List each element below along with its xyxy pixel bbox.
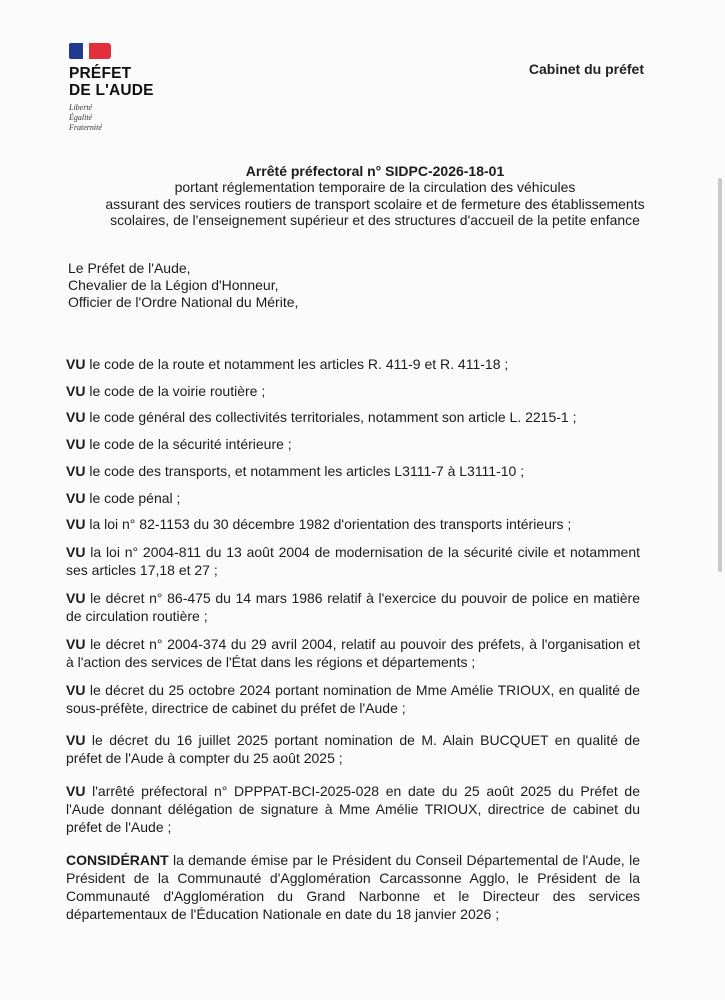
visa-paragraph: VU le décret du 16 juillet 2025 portant nomination de M. Alain BUCQUET en qualité de préfet de l'Aude à compter du 25 août 2025 ; [66, 732, 640, 766]
decree-title [60, 163, 690, 228]
visa-paragraph: VU le code des transports, et notamment les articles L3111-7 à L3111-10 ; [66, 463, 525, 479]
visa-paragraph: VU le décret du 25 octobre 2024 portant nomination de Mme Amélie TRIOUX, en qualité de sous-préfète, directrice de cabinet du préfet de l'Aude ; [66, 682, 640, 716]
decree-subject-line: scolaires, de l'enseignement supérieur et des structures d'accueil de la petite enfance [110, 211, 640, 228]
visa-paragraph: VU le code de la voirie routière ; [66, 383, 266, 399]
visa-paragraph: VU le code de la sécurité intérieure ; [66, 436, 292, 452]
visa-paragraph: VU le décret n° 2004-374 du 29 avril 2004, relatif au pouvoir des préfets, à l'organisation et à l'action des services de l'État dans les régions et départements ; [66, 636, 640, 670]
republic-motto: Liberté Égalité Fraternité [69, 103, 102, 132]
considerant-paragraph: CONSIDÉRANT la demande émise par le Président du Conseil Départemental de l'Aude, le Président de la Communauté d'Agglomération Carcassonne Agglo, le Président de la Communauté d'Agglomération du Grand Narbonne et le Directeur des services départementaux de l'Éducation Nationale en date du 18 janvier 2026 ; [66, 852, 640, 922]
prefet-titles: Le Préfet de l'Aude, Chevalier de la Légion d'Honneur, Officier de l'Ordre National du Mérite, [68, 260, 299, 310]
logo-title: PRÉFET DE L'AUDE [69, 65, 154, 99]
visa-paragraph: VU le code pénal ; [66, 490, 181, 506]
visa-paragraph: VU le décret n° 86-475 du 14 mars 1986 relatif à l'exercice du pouvoir de police en matière de circulation routière ; [66, 590, 640, 624]
decree-subject-line: portant réglementation temporaire de la circulation des véhicules [174, 179, 576, 196]
cabinet-label: Cabinet du préfet [528, 61, 644, 77]
visa-paragraph: VU la loi n° 2004-811 du 13 août 2004 de modernisation de la sécurité civile et notamment ses articles 17,18 et 27 ; [66, 544, 640, 578]
visa-paragraph: VU l'arrêté préfectoral n° DPPPAT-BCI-2025-028 en date du 25 août 2025 du Préfet de l'Aude donnant délégation de signature à Mme Amélie TRIOUX, directrice de cabinet du préfet de l'Aude ; [66, 783, 640, 835]
prefecture-logo [69, 42, 154, 133]
visa-paragraph: VU le code de la route et notamment les articles R. 411-9 et R. 411-18 ; [66, 356, 509, 372]
decree-subject-line: assurant des services routiers de transport scolaire et de fermeture des établissements [105, 195, 645, 212]
visa-paragraph: VU la loi n° 82-1153 du 30 décembre 1982 d'orientation des transports intérieurs ; [66, 516, 572, 532]
marianne-flag-icon [69, 42, 154, 59]
scrollbar[interactable] [718, 178, 722, 572]
visa-paragraph: VU le code général des collectivités territoriales, notamment son article L. 2215-1 ; [66, 409, 577, 425]
decree-number: Arrêté préfectoral n° SIDPC-2026-18-01 [245, 163, 505, 179]
